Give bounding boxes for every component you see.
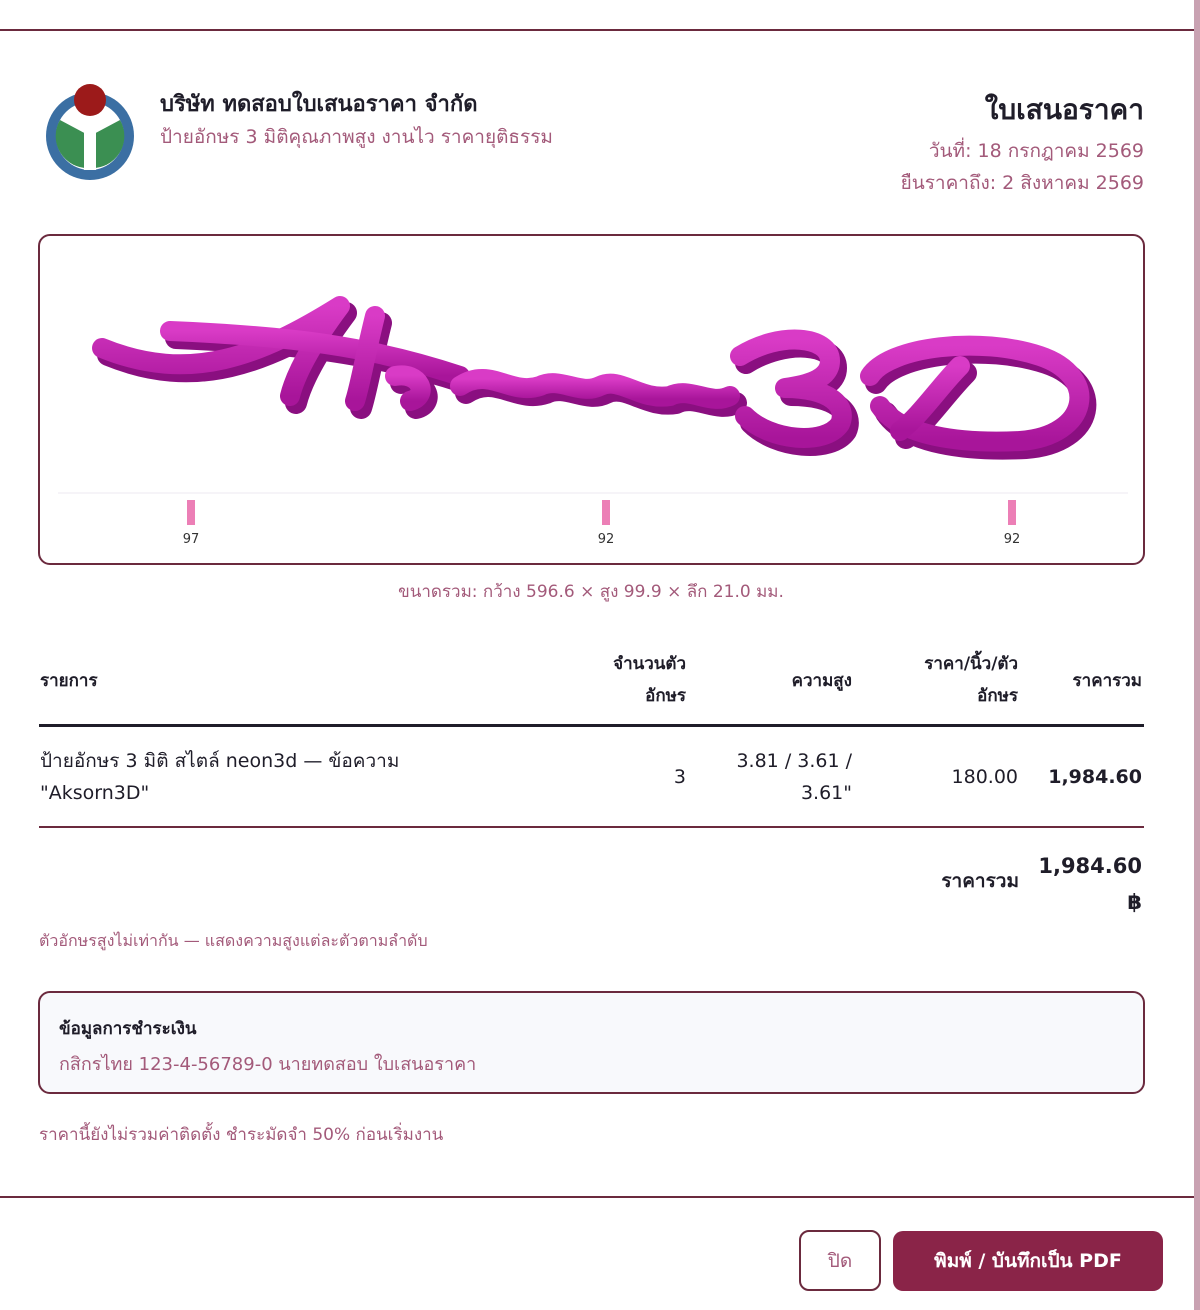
- company-logo-icon: [40, 80, 140, 180]
- header-divider: [39, 724, 1144, 727]
- summary-amount: 1,984.60: [1038, 854, 1142, 878]
- row-item-line1: ป้ายอักษร 3 มิติ สไตล์ neon3d — ข้อความ: [40, 750, 400, 772]
- quotation-header: [40, 80, 1144, 200]
- height-marker-label: 92: [597, 532, 615, 547]
- height-note: ตัวอักษรสูงไม่เท่ากัน — แสดงความสูงแต่ละตัวตามลำดับ: [39, 931, 428, 950]
- row-char-count: 3: [673, 766, 686, 788]
- footer-divider: [0, 1196, 1194, 1198]
- payment-info-box: [38, 991, 1145, 1094]
- document-title: ใบเสนอราคา: [984, 93, 1144, 126]
- company-name: บริษัท ทดสอบใบเสนอราคา จำกัด: [160, 92, 478, 117]
- close-button[interactable]: ปิด: [799, 1230, 881, 1291]
- dimensions-caption: ขนาดรวม: กว้าง 596.6 × สูง 99.9 × ลึก 21.0 มม.: [398, 582, 784, 602]
- payment-title: ข้อมูลการชำระเงิน: [59, 1019, 197, 1039]
- sign-3d-text: [102, 306, 1085, 449]
- row-total: 1,984.60: [1048, 766, 1142, 788]
- header-price-line2: อักษร: [977, 686, 1018, 706]
- header-height: ความสูง: [791, 671, 852, 691]
- height-marker-bar: [602, 500, 610, 525]
- top-divider: [0, 29, 1194, 31]
- header-item: รายการ: [40, 671, 98, 691]
- height-marker-label: 92: [1003, 532, 1021, 547]
- header-total: ราคารวม: [1072, 671, 1142, 691]
- row-height-line2: 3.61": [800, 782, 852, 804]
- row-height-line1: 3.81 / 3.61 /: [736, 750, 852, 772]
- row-divider: [39, 826, 1144, 828]
- company-tagline: ป้ายอักษร 3 มิติคุณภาพสูง งานไว ราคายุติธรรม: [160, 126, 553, 148]
- document-date: วันที่: 18 กรกฎาคม 2569: [928, 140, 1144, 162]
- sign-preview: [38, 234, 1145, 565]
- summary-total-label: ราคารวม: [941, 870, 1019, 892]
- header-price-line1: ราคา/นิ้ว/ตัว: [924, 654, 1018, 674]
- header-char-count-line1: จำนวนตัว: [613, 654, 686, 674]
- height-markers: [183, 500, 1021, 547]
- height-marker-bar: [1008, 500, 1016, 525]
- window-scrollbar[interactable]: [1194, 0, 1200, 1310]
- row-price: 180.00: [951, 766, 1018, 788]
- height-marker-bar: [187, 500, 195, 525]
- print-pdf-button[interactable]: พิมพ์ / บันทึกเป็น PDF: [893, 1231, 1163, 1291]
- summary-currency: ฿: [1127, 890, 1142, 914]
- summary-total-amount: [1030, 848, 1142, 920]
- document-valid-until: ยืนราคาถึง: 2 สิงหาคม 2569: [900, 172, 1144, 194]
- height-marker-label: 97: [182, 532, 200, 547]
- payment-detail: กสิกรไทย 123-4-56789-0 นายทดสอบ ใบเสนอราคา: [59, 1054, 477, 1075]
- deposit-note: ราคานี้ยังไม่รวมค่าติดตั้ง ชำระมัดจำ 50% ก่อนเริ่มงาน: [39, 1125, 444, 1145]
- header-char-count-line2: อักษร: [645, 686, 686, 706]
- row-item-line2: "Aksorn3D": [40, 782, 150, 804]
- sign-preview-canvas: [40, 236, 1145, 565]
